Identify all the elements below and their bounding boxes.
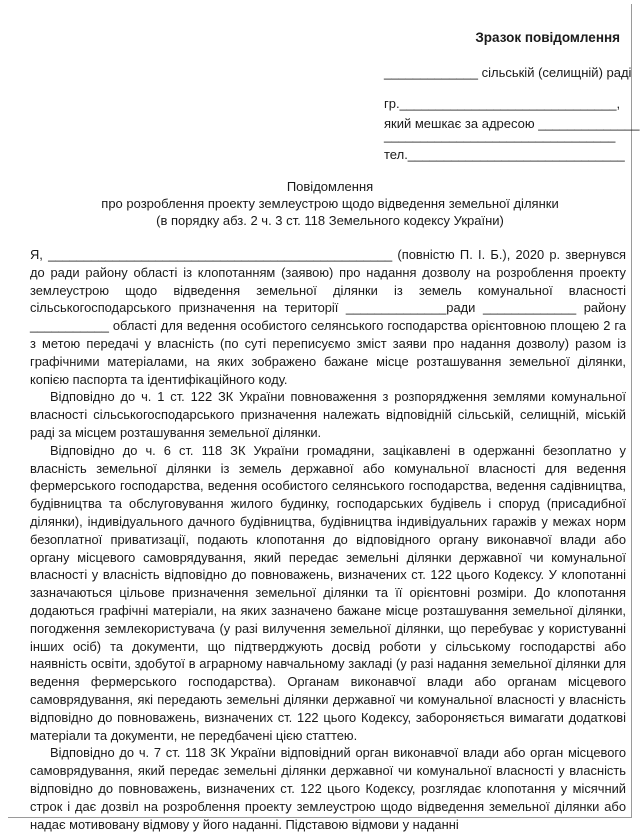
paragraph-article-122: Відповідно до ч. 1 ст. 122 ЗК України повноваження з розпорядження землями комунальної власності сільськогосподарського призначення належать відповідній сільській, селищній, міській раді за місцем розташування земельної ділянки.	[30, 389, 626, 440]
council-line: _____________ сільській (селищній) раді	[384, 65, 632, 80]
address-line-continued: ________________________________	[384, 128, 616, 143]
notice-legal-basis: (в порядку абз. 2 ч. 3 ст. 118 Земельного кодексу України)	[156, 213, 504, 228]
phone-line: тел.______________________________	[384, 147, 625, 162]
paragraph-article-118-part-6: Відповідно до ч. 6 ст. 118 ЗК України громадяни, зацікавлені в одержанні безоплатно у власність земельної ділянки із земель державної або комунальної власності для ведення фермерського господарства, ведення особистого селянського господарства, ведення садівництва, будівництва та обслуговування жилого будинку, господарських будівель і споруд (присадибної ділянки), індивідуального дачного будівництва, будівництва індивідуальних гаражів у межах норм безоплатної приватизації, подають клопотання до відповідного органу виконавчої влади або органу місцевого самоврядування, який передає земельні ділянки державної чи комунальної власності у власність відповідно до повноважень, визначених ст. 122 цього Кодексу. У клопотанні зазначаються цільове призначення земельної ділянки та її орієнтовні розміри. До клопотання додаються графічні матеріали, на яких зазначено бажане місце розташування земельної ділянки, погодження землекористувача (у разі вилучення земельної ділянки, що перебуває у користуванні інших осіб) та документи, що підтверджують досвід роботи у сільському господарстві або наявність освіти, здобутої в аграрному навчальному закладі (у разі надання земельної ділянки для ведення фермерського господарства). Органам виконавчої влади або органам місцевого самоврядування, які передають земельні ділянки державної чи комунальної власності у власність відповідно до повноважень, визначених ст. 122 цього Кодексу, забороняється вимагати додаткові матеріали та документи, не передбачені цією статтею.	[30, 442, 626, 743]
citizen-line: гр.______________________________,	[384, 96, 621, 111]
address-line: який мешкає за адресою ______________	[384, 116, 640, 131]
sample-label: Зразок повідомлення	[475, 30, 620, 45]
notice-heading: Повідомлення	[286, 179, 374, 194]
notice-body	[30, 246, 626, 833]
notice-title-block	[30, 178, 630, 229]
paragraph-applicant: Я, ________________________________________________ (повністю П. І. Б.), 2020 р. звернувся до ради району області із клопотанням (заявою) про надання дозволу на розроблення проекту землеустрою щодо відведення земельної ділянки із земель комунальної власності сільськогосподарського призначення на території ______________ради _____________ району ___________ області для ведення особистого селянського господарства орієнтовною площею 2 га з метою передачі у власність (по суті переписуємо зміст заяви про надання дозволу) разом із графічними матеріалами, на яких зображено бажане місце розташування земельної ділянки, копією паспорта та ідентифікаційного коду.	[30, 247, 626, 387]
notice-subject: про розроблення проекту землеустрою щодо відведення земельної ділянки	[101, 196, 559, 211]
paragraph-article-118-part-7: Відповідно до ч. 7 ст. 118 ЗК України відповідний орган виконавчої влади або орган місцевого самоврядування, який передає земельні ділянки державної чи комунальної власності у власність відповідно до повноважень, визначених ст. 122 цього Кодексу, розглядає клопотання у місячний строк і дає дозвіл на розроблення проекту землеустрою щодо відведення земельної ділянки або надає мотивовану відмову у його наданні. Підставою відмови у наданні	[30, 745, 626, 832]
